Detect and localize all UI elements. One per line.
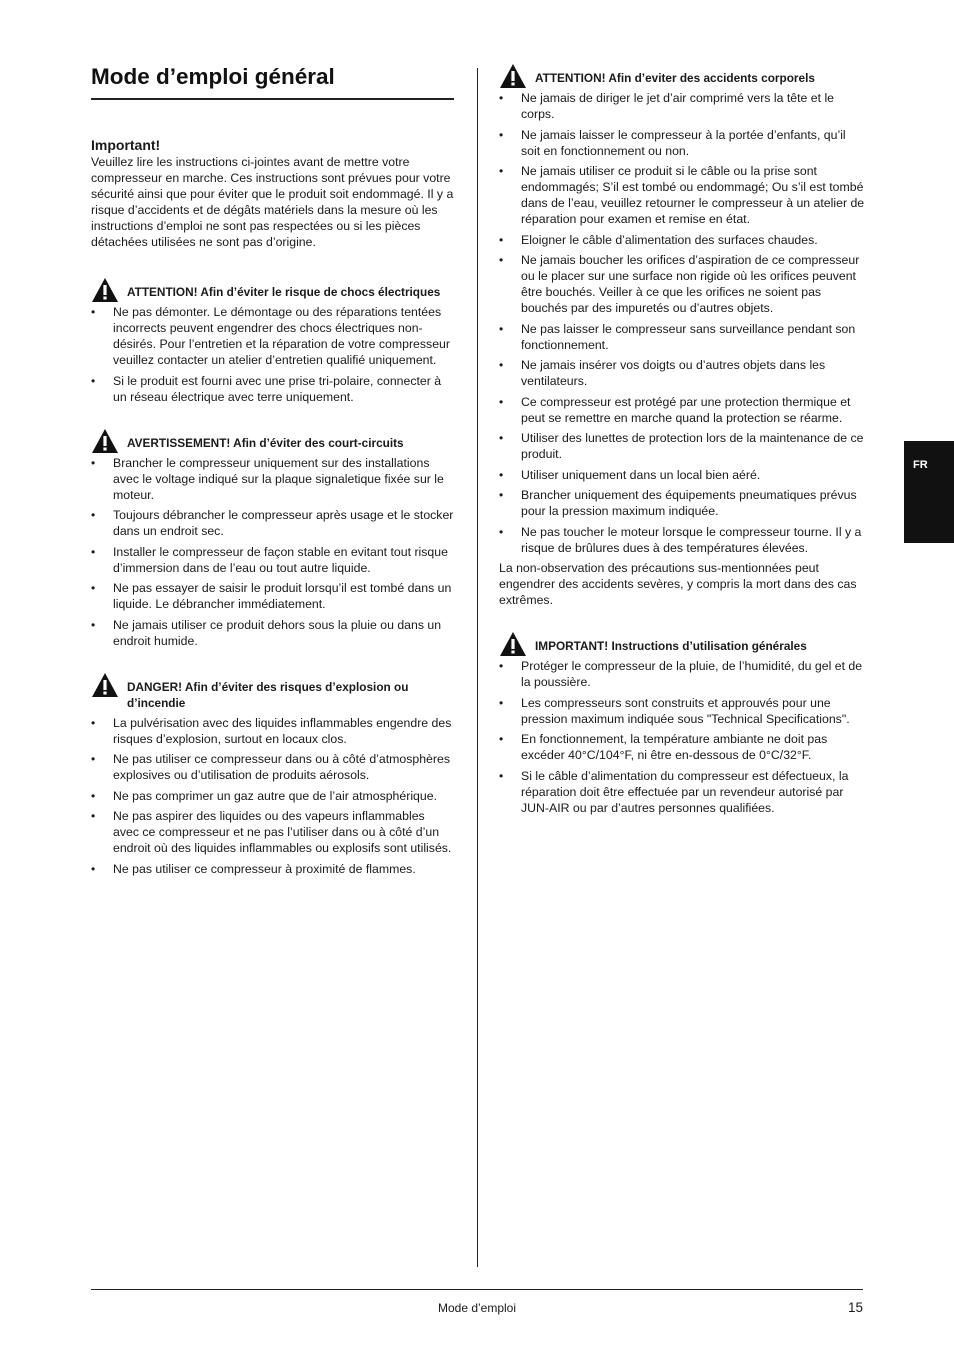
list-item: • Utiliser des lunettes de protection lors de la maintenance de ce produit. <box>499 430 865 462</box>
section-explosion <box>91 679 454 877</box>
footer-label: Mode d’emploi <box>437 1301 517 1315</box>
section-heading <box>499 70 865 86</box>
list-item: • Ne pas comprimer un gaz autre que de l’air atmosphérique. <box>91 788 454 804</box>
list-item: • Toujours débrancher le compresseur après usage et le stocker dans un endroit sec. <box>91 507 454 539</box>
footer-divider <box>91 1289 863 1290</box>
list-item: • Ne jamais de diriger le jet d’air comprimé vers la tête et le corps. <box>499 90 865 122</box>
list-item: • Installer le compresseur de façon stable en evitant tout risque d’immersion dans de l’eau ou tout autre liquide. <box>91 544 454 576</box>
warning-icon <box>91 428 119 454</box>
language-tab <box>904 441 954 543</box>
list-item: • La pulvérisation avec des liquides inflammables engendre des risques d’explosion, surtout en locaux clos. <box>91 715 454 747</box>
list-item: • Ne pas aspirer des liquides ou des vapeurs inflammables avec ce compresseur et ne pas l’utiliser dans ou à côté d’un endroit où des liquides inflammables ou explosifs sont utilisés. <box>91 808 454 856</box>
list-item: • Ne pas utiliser ce compresseur à proximité de flammes. <box>91 861 454 877</box>
list-item: • Ne pas toucher le moteur lorsque le compresseur tourne. Il y a risque de brûlures dues à des températures élevées. <box>499 524 865 556</box>
section-heading <box>91 284 454 300</box>
list-item: • Si le câble d’alimentation du compresseur est défectueux, la réparation doit être effectuée par un revendeur autorisé par JUN-AIR ou par d’autres personnes qualifiées. <box>499 768 865 816</box>
right-column <box>499 70 865 820</box>
section-heading-text: IMPORTANT! Instructions d’utilisation générales <box>535 639 807 653</box>
list-item: • Ne pas essayer de saisir le produit lorsqu’il est tombé dans un liquide. Le débrancher immédiatement. <box>91 580 454 612</box>
left-column <box>91 62 454 881</box>
section-heading <box>499 638 865 654</box>
bullet-list <box>91 455 454 649</box>
list-item: • Brancher uniquement des équipements pneumatiques prévus pour la pression maximum indiquée. <box>499 487 865 519</box>
warning-icon <box>91 672 119 698</box>
language-tab-label: FR <box>913 459 928 471</box>
section-heading <box>91 679 454 711</box>
section-heading-text: ATTENTION! Afin d’éviter le risque de chocs électriques <box>127 285 441 299</box>
list-item: • Utiliser uniquement dans un local bien aéré. <box>499 467 865 483</box>
list-item: • Ce compresseur est protégé par une protection thermique et peut se remettre en marche quand la protection se réarme. <box>499 394 865 426</box>
list-item: • Ne pas utiliser ce compresseur dans ou à côté d’atmosphères explosives ou d’utilisation de produits aérosols. <box>91 751 454 783</box>
list-item: • Brancher le compresseur uniquement sur des installations avec le voltage indiqué sur la plaque signaletique fixée sur le moteur. <box>91 455 454 503</box>
list-item: • Ne jamais laisser le compresseur à la portée d’enfants, qu’il soit en fonctionnement ou non. <box>499 127 865 159</box>
bullet-list <box>499 658 865 816</box>
list-item: • Ne jamais boucher les orifices d’aspiration de ce compresseur ou le placer sur une surface non rigide où les orifices peuvent être bouchés. Veiller à ce que les orifices ne soient pas bouchés par des impuretés ou d’autres objets. <box>499 252 865 316</box>
section-bodily-injury <box>499 70 865 608</box>
intro-text: Veuillez lire les instructions ci-jointes avant de mettre votre compresseur en marche. Ces instructions sont prévues pour votre sécurité ainsi que pour éviter que le produit soit endommagé. Il y a risque d’accidents et de dégâts matériels dans la mesure où les instructions d’emploi ne sont pas respectées ou si les pièces détachées utilisées ne sont pas d’origine. <box>91 155 454 249</box>
bullet-list <box>499 90 865 556</box>
warning-icon <box>499 631 527 657</box>
list-item: • Ne jamais insérer vos doigts ou d’autres objets dans les ventilateurs. <box>499 357 865 389</box>
section-heading <box>91 435 454 451</box>
warning-icon <box>499 63 527 89</box>
list-item: • Ne jamais utiliser ce produit dehors sous la pluie ou dans un endroit humide. <box>91 617 454 649</box>
section-electric-shock <box>91 284 454 405</box>
list-item: • En fonctionnement, la température ambiante ne doit pas excéder 40°C/104°F, ni être en-dessous de 0°C/32°F. <box>499 731 865 763</box>
section-heading-text: ATTENTION! Afin d’eviter des accidents corporels <box>535 71 815 85</box>
page-number: 15 <box>847 1300 863 1315</box>
list-item: • Eloigner le câble d’alimentation des surfaces chaudes. <box>499 232 865 248</box>
section-short-circuit <box>91 435 454 649</box>
list-item: • Ne jamais utiliser ce produit si le câble ou la prise sont endommagés; S’il est tombé ou endommagé; Ou s’il est tombé dans de l’eau, veuillez retourner le compresseur à un atelier de réparation pour examen et remise en état. <box>499 163 865 227</box>
section-general-use <box>499 638 865 816</box>
section-heading-text: AVERTISSEMENT! Afin d’éviter des court-circuits <box>127 435 404 450</box>
column-divider <box>477 68 478 1267</box>
list-item: • Protéger le compresseur de la pluie, de l’humidité, du gel et de la poussière. <box>499 658 865 690</box>
section-heading-text: DANGER! Afin d’éviter des risques d’explosion ou d’incendie <box>127 679 409 710</box>
list-item: • Si le produit est fourni avec une prise tri-polaire, connecter à un réseau électrique avec terre uniquement. <box>91 373 454 405</box>
list-item: • Les compresseurs sont construits et approuvés pour une pression maximum indiquée sous "Technical Specifications". <box>499 695 865 727</box>
list-item: • Ne pas démonter. Le démontage ou des réparations tentées incorrects peuvent engendrer des chocs électriques non-désirés. Pour l’entretien et la réparation de votre compresseur veuillez contacter un atelier d’entretien qualifié uniquement. <box>91 304 454 368</box>
page-title: Mode d’emploi général <box>91 62 454 100</box>
bullet-list <box>91 304 454 405</box>
list-item: • Ne pas laisser le compresseur sans surveillance pendant son fonctionnement. <box>499 321 865 353</box>
warning-icon <box>91 277 119 303</box>
warning-note: La non-observation des précautions sus-mentionnées peut engendrer des accidents sevères, y compris la mort dans des cas extrêmes. <box>499 561 857 607</box>
bullet-list <box>91 715 454 877</box>
intro-heading: Important! <box>91 137 161 153</box>
